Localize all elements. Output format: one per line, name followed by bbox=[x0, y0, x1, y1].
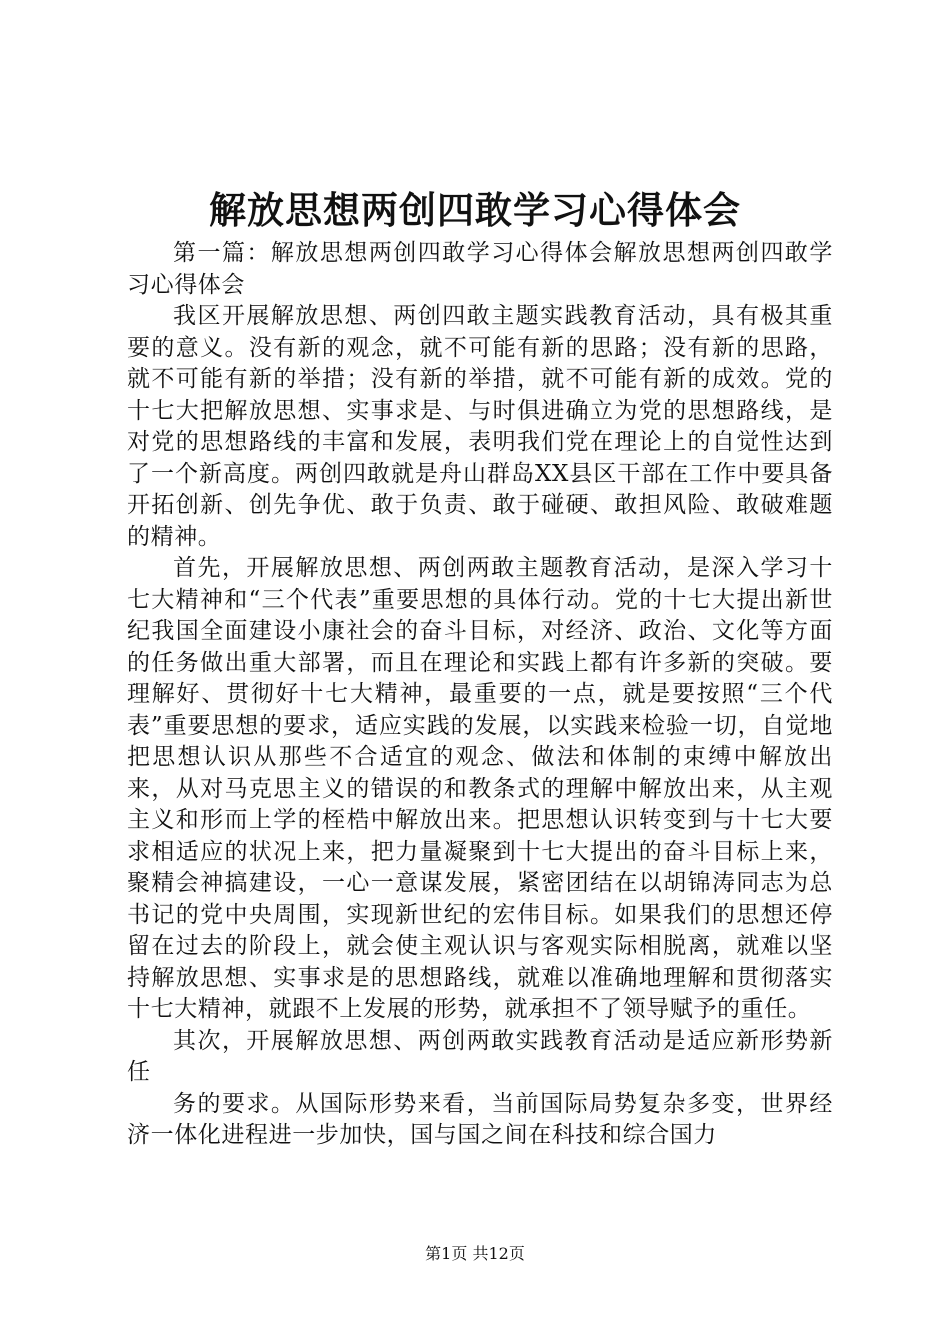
paragraph-2: 我区开展解放思想、两创四敢主题实践教育活动，具有极其重要的意义。没有新的观念，就不可能有新的思路；没有新的思路，就不可能有新的举措；没有新的举措，就不可能有新的成效。党的十七大把解放思想、实事求是、与时俱进确立为党的思想路线，是对党的思想路线的丰富和发展，表明我们党在理论上的自觉性达到了一个新高度。两创四敢就是舟山群岛XX县区干部在工作中要具备开拓创新、创先争优、敢于负责、敢于碰硬、敢担风险、敢破难题的精神。 bbox=[127, 303, 833, 550]
paragraph-4: 其次，开展解放思想、两创两敢实践教育活动是适应新形势新任 bbox=[127, 1027, 833, 1085]
document-title: 解放思想两创四敢学习心得体会 bbox=[209, 188, 741, 232]
page-number-label: 第1页 bbox=[425, 1244, 468, 1263]
total-pages-label: 共12页 bbox=[472, 1244, 525, 1263]
paragraph-5: 务的要求。从国际形势来看，当前国际局势复杂多变，世界经济一体化进程进一步加快，国与国之间在科技和综合国力 bbox=[127, 1090, 833, 1148]
page-footer bbox=[0, 1243, 950, 1265]
paragraph-3: 首先，开展解放思想、两创两敢主题教育活动，是深入学习十七大精神和“三个代表”重要思想的具体行动。党的十七大提出新世纪我国全面建设小康社会的奋斗目标，对经济、政治、文化等方面的任务做出重大部署，而且在理论和实践上都有许多新的突破。要理解好、贯彻好十七大精神，最重要的一点，就是要按照“三个代表”重要思想的要求，适应实践的发展，以实践来检验一切，自觉地把思想认识从那些不合适宜的观念、做法和体制的束缚中解放出来，从对马克思主义的错误的和教条式的理解中解放出来，从主观主义和形而上学的桎梏中解放出来。把思想认识转变到与十七大要求相适应的状况上来，把力量凝聚到十七大提出的奋斗目标上来，聚精会神搞建设，一心一意谋发展，紧密团结在以胡锦涛同志为总书记的党中央周围，实现新世纪的宏伟目标。如果我们的思想还停留在过去的阶段上，就会使主观认识与客观实际相脱离，就难以坚持解放思想、实事求是的思想路线，就难以准确地理解和贯彻落实十七大精神，就跟不上发展的形势，就承担不了领导赋予的重任。 bbox=[127, 555, 833, 1022]
paragraph-1: 第一篇：解放思想两创四敢学习心得体会解放思想两创四敢学习心得体会 bbox=[127, 240, 833, 298]
document-body bbox=[127, 238, 833, 1152]
